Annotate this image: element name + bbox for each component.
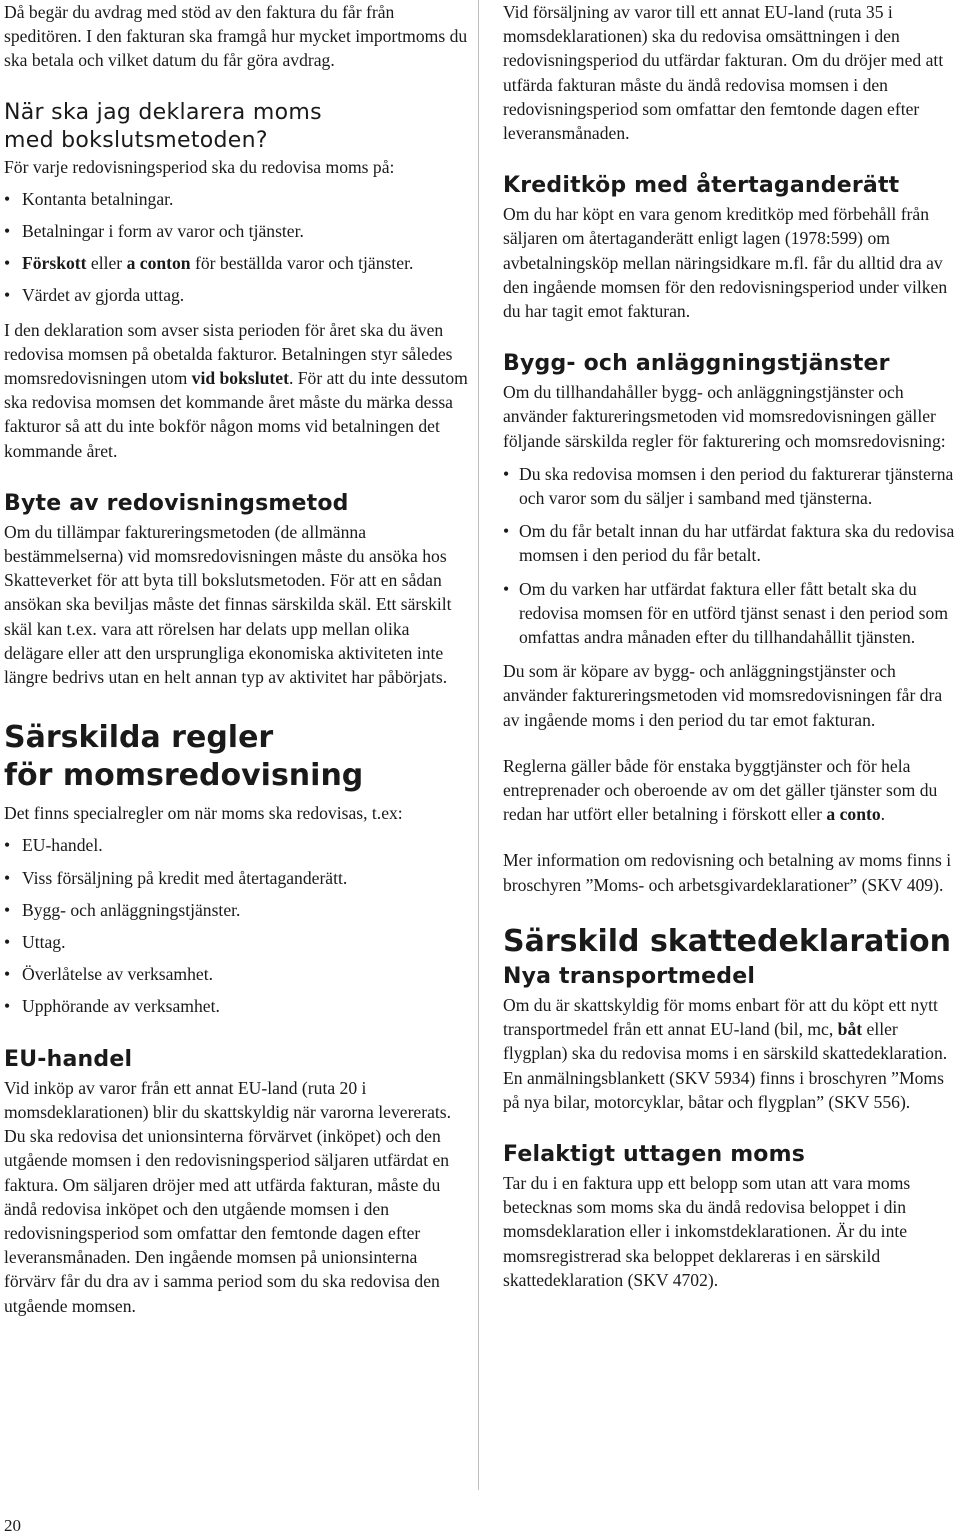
bold-term: båt — [837, 1019, 863, 1040]
bold-term: a conton — [126, 253, 191, 274]
bold-term: a conto — [826, 804, 881, 825]
nya-transportmedel-paragraph — [503, 993, 955, 1114]
bold-term: vid bokslutet — [191, 368, 289, 389]
section-heading-byte: Byte av redovisningsmetod — [4, 490, 349, 516]
page-number: 20 — [4, 1516, 21, 1535]
more-info-paragraph: Mer information om redovisning och betalning av moms finns i broschyren ”Moms- och arbetsgivardeklarationer” (SKV 409). — [503, 850, 952, 895]
section-heading-bokslutsmetoden — [4, 99, 472, 155]
list-item: • Värdet av gjorda uttag. — [4, 283, 472, 307]
right-column — [503, 0, 955, 1292]
heading-line-1: Särskilda regler — [4, 720, 274, 756]
text: för beställda varor och tjänster. — [190, 253, 414, 274]
list-item: • Om du varken har utfärdat faktura eller fått betalt ska du redovisa momsen för en utförd tjänst senast i den period som omfattas andra månaden efter du tillhandahållit tjänsten. — [503, 577, 955, 650]
heading-line-2: för momsredovisning — [4, 758, 364, 794]
list-item: • Uttag. — [4, 930, 472, 954]
list-item: • Viss försäljning på kredit med återtaganderätt. — [4, 866, 472, 890]
list-item: • Bygg- och anläggningstjänster. — [4, 898, 472, 922]
sarskilda-lead: Det finns specialregler om när moms ska redovisas, t.ex: — [4, 803, 403, 824]
text: I den deklaration som avser sista perioden för året ska du även redovisa momsen på obetalda fakturor. Betalningen styr således momsredovisningen utom — [4, 319, 453, 389]
bokslut-paragraph — [4, 318, 472, 463]
text: . För att du inte dessutom ska redovisa momsen det kommande året måste du märka dessa fakturor så att du inte bokför någon moms vid betalningen det kommande året. — [4, 368, 468, 461]
left-column — [4, 0, 472, 1318]
bokslut-list — [4, 187, 472, 308]
section-heading-eu-handel: EU-handel — [4, 1046, 133, 1072]
section-heading-kreditkop: Kreditköp med återtaganderätt — [503, 173, 900, 199]
sarskilda-list — [4, 833, 472, 1018]
section-heading-bygg: Bygg- och anläggningstjänster — [503, 351, 890, 377]
kreditkop-paragraph: Om du har köpt en vara genom kreditköp med förbehåll från säljaren om återtaganderätt enligt lagen (1978:599) om avbetalningsköp mellan näringsidkare m.fl. får du alltid dra av den ingående momsen för den redovisningsperiod under vilken du har tagit emot fakturan. — [503, 204, 948, 322]
column-divider — [478, 0, 479, 1490]
bokslut-lead: För varje redovisningsperiod ska du redovisa moms på: — [4, 156, 395, 177]
text: eller flygplan) ska du redovisa moms i en särskild skattedeklaration. En anmälningsblankett (SKV 5934) finns i broschyren ”Moms på nya bilar, motorcyklar, båtar och flygplan” (SKV 556). — [503, 1019, 948, 1112]
text: Om du är skattskyldig för moms enbart för att du köpt ett nytt transportmedel från ett annat EU-land (bil, mc, — [503, 994, 938, 1040]
heading-line-2: med bokslutsmetoden? — [4, 127, 268, 153]
byte-paragraph: Om du tillämpar faktureringsmetoden (de allmänna bestämmelserna) vid momsredovisningen måste du ansöka hos Skatteverket för att byta till bokslutsmetoden. För att en sådan ansökan ska beviljas måste det finnas särskilda skäl. Ett särskilt skäl kan t.ex. vara att rörelsen har delats upp mellan olika delägare eller att den ursprungliga ekonomiska aktiviteten inte längre bedrivs utan en helt annan typ av aktivitet har påbörjats. — [4, 521, 452, 688]
list-item: • Betalningar i form av varor och tjänster. — [4, 219, 472, 243]
list-item: • Upphörande av verksamhet. — [4, 994, 472, 1018]
list-item: • Du ska redovisa momsen i den period du fakturerar tjänsterna och varor som du säljer i samband med tjänsterna. — [503, 462, 955, 510]
felaktigt-uttagen-paragraph: Tar du i en faktura upp ett belopp som utan att vara moms betecknas som moms ska du ändå redovisa beloppet i din momsdeklaration eller i inkomstdeklarationen. Är du inte momsregistrerad ska beloppet deklareras i en särskild skattedeklaration (SKV 4702). — [503, 1172, 911, 1290]
bygg-paragraph: Om du tillhandahåller bygg- och anläggningstjänster och använder faktureringsmetoden vid momsredovisningen gäller följande särskilda regler för fakturering och momsredovisning: — [503, 382, 946, 451]
bygg-buyer-paragraph: Du som är köpare av bygg- och anläggningstjänster och använder faktureringsmetoden vid momsredovisningen får dra av ingående moms i den period du tar emot fakturan. — [503, 661, 943, 730]
list-item — [4, 251, 472, 275]
eu-sales-paragraph: Vid försäljning av varor till ett annat EU-land (ruta 35 i momsdeklarationen) ska du redovisa omsättningen i den redovisningsperiod du utfärdar fakturan. Om du dröjer med att utfärda fakturan måste du ändå redovisa momsen i den redovisningsperiod som omfattar den femtonde dagen efter leveransmånaden. — [503, 2, 944, 144]
chapter-heading-sarskilda-regler — [4, 719, 472, 795]
text: Reglerna gäller både för enstaka byggtjänster och för hela entreprenader och oberoende av om det gäller tjänster som du redan har utfört eller betalning i förskott eller — [503, 755, 938, 825]
list-item: • Överlåtelse av verksamhet. — [4, 962, 472, 986]
eu-handel-paragraph: Vid inköp av varor från ett annat EU-land (ruta 20 i momsdeklarationen) blir du skattskyldig när varorna levererats. Du ska redovisa det unionsinterna förvärvet (inköpet) och den utgående momsen i den redovisningsperiod säljaren utfärdat en faktura. Om säljaren dröjer med att utfärda fakturan, måste du ändå redovisa inköpet och den utgående momsen i den redovisningsperiod som omfattar den femtonde dagen efter leveransmånaden. Den ingående momsen på unionsinterna förvärv får du dra av i samma period som du ska redovisa den utgående momsen. — [4, 1077, 452, 1316]
list-item: • Kontanta betalningar. — [4, 187, 472, 211]
chapter-heading-skattedeklaration: Särskild skattedeklaration — [503, 923, 951, 959]
bygg-rules-paragraph — [503, 754, 955, 827]
text: eller — [86, 253, 127, 274]
section-heading-nya-transportmedel: Nya transportmedel — [503, 963, 756, 989]
intro-paragraph: Då begär du avdrag med stöd av den faktura du får från speditören. I den fakturan ska framgå hur mycket importmoms du ska betala och vilket datum du får göra avdrag. — [4, 2, 468, 71]
list-item: • Om du får betalt innan du har utfärdat faktura ska du redovisa momsen i den period du får betalt. — [503, 519, 955, 567]
bold-term: Förskott — [22, 253, 87, 274]
heading-line-1: När ska jag deklarera moms — [4, 99, 322, 125]
text: . — [880, 804, 886, 825]
bygg-list — [503, 462, 955, 649]
section-heading-felaktigt-uttagen: Felaktigt uttagen moms — [503, 1141, 806, 1167]
list-item: • EU-handel. — [4, 833, 472, 857]
